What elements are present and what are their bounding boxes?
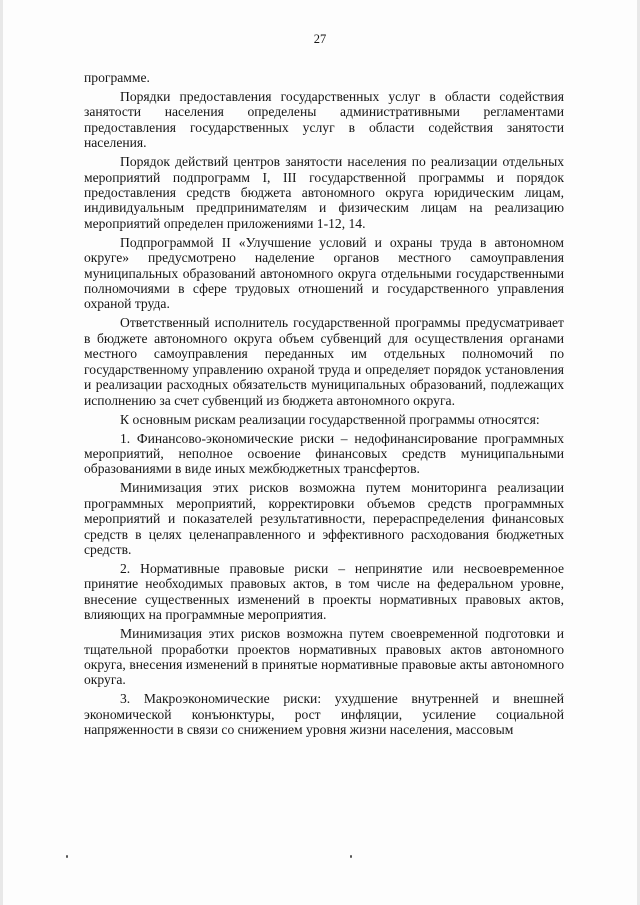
scan-dot xyxy=(66,855,68,858)
paragraph: Минимизация этих рисков возможна путем своевременной подготовки и тщательной проработки проектов нормативных правовых актов автономного округа, внесения изменений в принятые нормативные правовые акты автономного округа. xyxy=(84,626,564,688)
paragraph: 3. Макроэкономические риски: ухудшение внутренней и внешней экономической конъюнктуры, рост инфляции, усиление социальной напряженности в связи со снижением уровня жизни населения, массовым xyxy=(84,691,564,738)
paragraph: К основным рискам реализации государственной программы относятся: xyxy=(120,411,540,427)
paragraph: Порядки предоставления государственных услуг в области содействия занятости населения определены административными регламентами предоставления государственных услуг в области содействия занятости населения. xyxy=(84,89,564,151)
paragraph: программе. xyxy=(84,70,150,85)
paragraph: Ответственный исполнитель государственной программы предусматривает в бюджете автономного округа объем субвенций для осуществления органами местного самоуправления переданных им отдельных полномочий по государственному управлению охраной труда и определяет порядок установления и реализации расходных обязательств муниципальных образований, подлежащих исполнению за счет субвенций из бюджета автономного округа. xyxy=(84,315,564,408)
scan-dust-marks xyxy=(0,855,640,875)
paragraph: Минимизация этих рисков возможна путем мониторинга реализации программных мероприятий, корректировки объемов средств программных мероприятий и показателей результативности, перераспределения финансовых средств в целях целенаправленного и эффективного расходования бюджетных средств. xyxy=(84,480,564,557)
scan-dot xyxy=(350,855,352,858)
scan-left-edge xyxy=(0,0,3,905)
paragraph: 2. Нормативные правовые риски – непринятие или несвоевременное принятие необходимых правовых актов, в том числе на федеральном уровне, внесение существенных изменений в проекты нормативных правовых актов, влияющих на программные мероприятия. xyxy=(84,560,564,623)
document-body xyxy=(84,70,564,741)
paragraph: Подпрограммой II «Улучшение условий и охраны труда в автономном округе» предусмотрено наделение органов местного самоуправления муниципальных образований автономного округа отдельными государственными полномочиями в сфере трудовых отношений и государственного управления охраной труда. xyxy=(84,234,564,312)
paragraph: Порядок действий центров занятости населения по реализации отдельных мероприятий подпрограмм I, III государственной программы и порядок предоставления средств бюджета автономного округа юридическим лицам, индивидуальным предпринимателям и физическим лицам на реализацию мероприятий определен приложениями 1-12, 14. xyxy=(84,154,564,231)
paragraph: 1. Финансово-экономические риски – недофинансирование программных мероприятий, неполное освоение финансовых средств муниципальными образованиями в виде иных межбюджетных трансфертов. xyxy=(84,430,564,477)
page-number: 27 xyxy=(313,32,327,46)
